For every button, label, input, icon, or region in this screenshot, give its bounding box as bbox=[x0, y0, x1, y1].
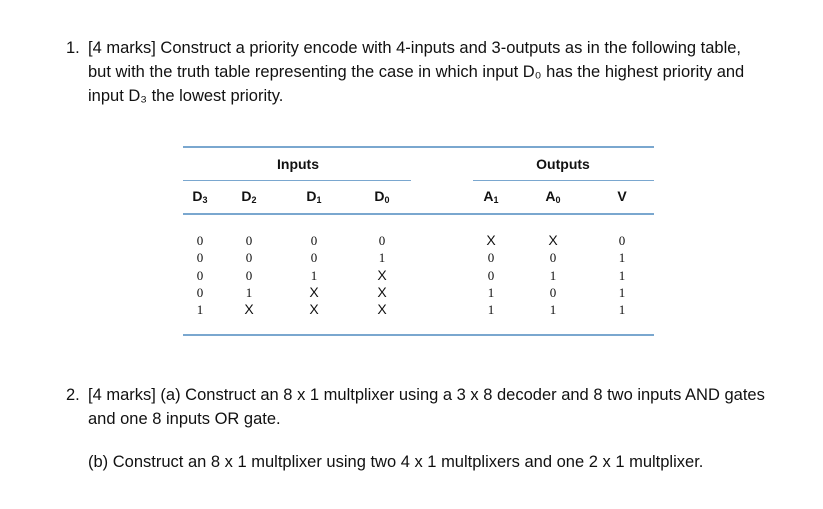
table-cell: 0 bbox=[196, 233, 204, 248]
table-cell: X bbox=[486, 232, 496, 248]
inputs-group-header: Inputs bbox=[277, 156, 319, 172]
question-2b bbox=[66, 450, 766, 474]
table-cell: 1 bbox=[618, 250, 626, 266]
table-cell: 0 bbox=[245, 250, 253, 266]
question-1 bbox=[66, 36, 766, 108]
outputs-group-rule bbox=[473, 180, 654, 181]
column-header-d2: $D_2$ bbox=[241, 188, 257, 205]
priority-encoder-truth-table bbox=[183, 146, 654, 336]
table-cell: 0 bbox=[310, 233, 318, 248]
table-cell: 1 bbox=[618, 267, 626, 283]
question-1-number: 1. bbox=[66, 39, 80, 57]
table-cell: X bbox=[244, 301, 254, 318]
table-cell: 1 bbox=[245, 284, 253, 300]
table-cell: 1 bbox=[487, 284, 495, 300]
column-header-a0: $A_0$ bbox=[545, 188, 561, 205]
table-cell: 1 bbox=[618, 284, 626, 300]
inputs-group-rule bbox=[183, 180, 411, 181]
table-cell: X bbox=[548, 232, 558, 248]
table-cell: 1 bbox=[378, 250, 386, 266]
column-header-v: V bbox=[617, 188, 627, 204]
table-cell: 0 bbox=[245, 233, 253, 248]
column-header-a1: $A_1$ bbox=[483, 188, 499, 205]
table-top-rule bbox=[183, 146, 654, 148]
column-header-d3: $D_3$ bbox=[192, 188, 208, 205]
table-cell: 0 bbox=[549, 250, 557, 266]
column-header-d1: $D_1$ bbox=[306, 188, 322, 205]
question-2a bbox=[66, 383, 766, 431]
table-cell: X bbox=[309, 283, 319, 300]
outputs-group-header: Outputs bbox=[536, 156, 590, 172]
table-bottom-rule bbox=[183, 334, 654, 336]
table-cell: X bbox=[309, 301, 319, 318]
table-cell: 0 bbox=[487, 267, 495, 283]
table-cell: 0 bbox=[618, 233, 626, 248]
table-cell: 1 bbox=[549, 267, 557, 283]
table-cell: 1 bbox=[487, 302, 495, 318]
table-cell: 0 bbox=[196, 284, 204, 300]
table-cell: 0 bbox=[378, 233, 386, 248]
table-cell: 0 bbox=[245, 267, 253, 283]
question-2b-text: (b) Construct an 8 x 1 multplixer using two 4 x 1 multplixers and one 2 x 1 multplixer. bbox=[88, 453, 704, 471]
question-1-text: [4 marks] Construct a priority encode with 4-inputs and 3-outputs as in the following table, but with the truth table representing the case in which input D₀ has the highest priority and input D₃ the lowest priority. bbox=[88, 39, 745, 105]
table-cell: 0 bbox=[549, 284, 557, 300]
table-cell: X bbox=[377, 283, 387, 300]
table-cell: 1 bbox=[196, 302, 204, 318]
column-header-d0: $D_0$ bbox=[374, 188, 390, 205]
table-cell: 0 bbox=[196, 267, 204, 283]
table-cell: 0 bbox=[196, 250, 204, 266]
question-2a-text: [4 marks] (a) Construct an 8 x 1 multplixer using a 3 x 8 decoder and 8 two inputs AND gates and one 8 inputs OR gate. bbox=[88, 386, 765, 428]
question-2-number: 2. bbox=[66, 386, 80, 404]
table-cell: 1 bbox=[310, 267, 318, 283]
table-cell: 1 bbox=[549, 302, 557, 318]
header-rule bbox=[183, 213, 654, 215]
table-cell: X bbox=[377, 266, 387, 283]
table-cell: 1 bbox=[618, 302, 626, 318]
table-cell: 0 bbox=[487, 250, 495, 266]
table-cell: X bbox=[377, 301, 387, 318]
table-cell: 0 bbox=[310, 250, 318, 266]
